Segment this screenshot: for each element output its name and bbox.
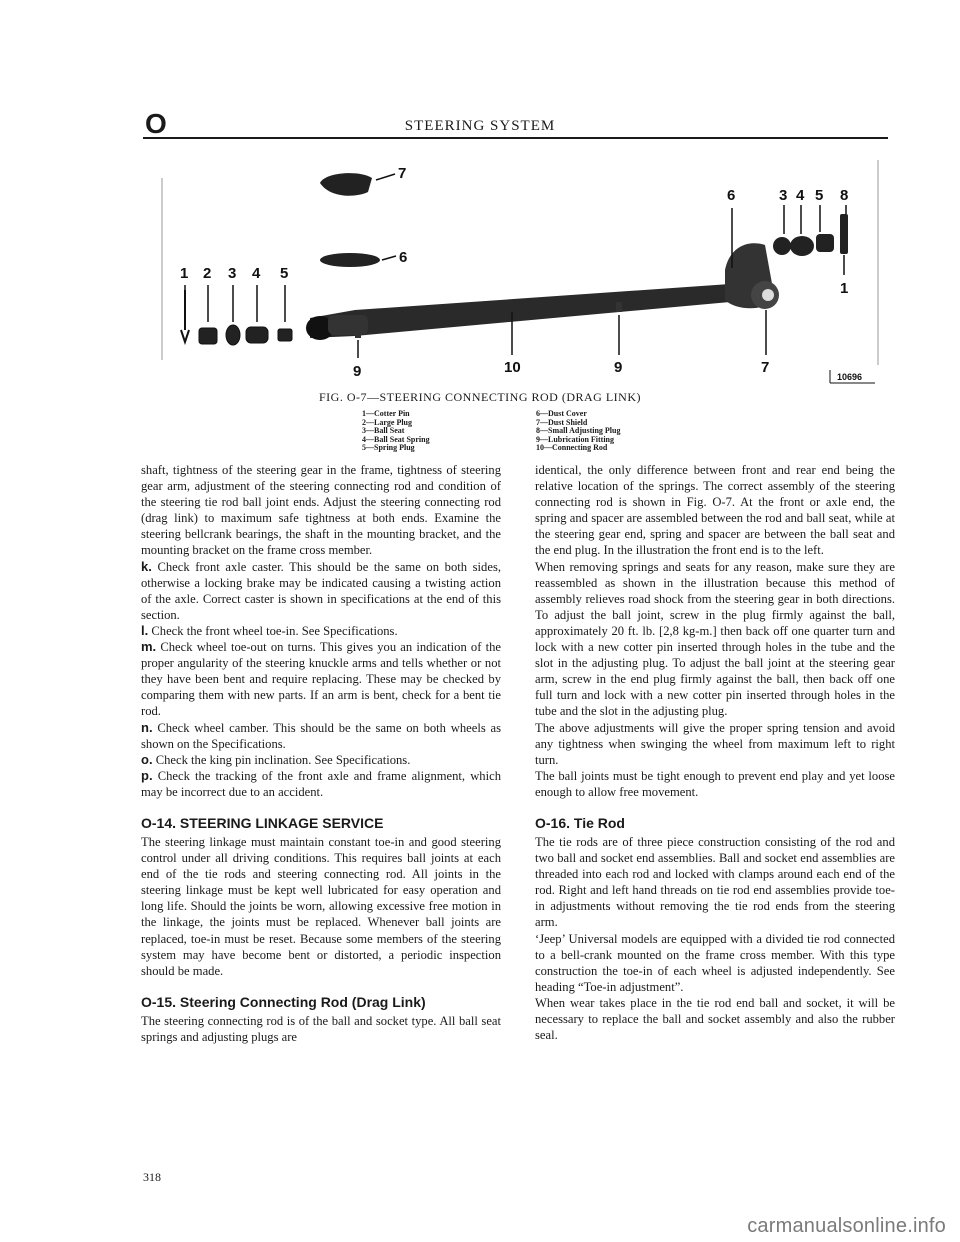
text-column-left xyxy=(141,462,501,1045)
callout-right-4: 4 xyxy=(796,187,805,204)
callout-dust-shield: 6 xyxy=(399,249,408,266)
paragraph: The above adjustments will give the proper spring tension and avoid any tightness when swinging the wheel from maximum left to right turn. xyxy=(535,720,895,767)
callout-left-5: 5 xyxy=(280,265,289,282)
callout-bottom-10: 10 xyxy=(504,359,521,376)
section-heading-o16: O-16. Tie Rod xyxy=(535,814,625,831)
section-heading-o15: O-15. Steering Connecting Rod (Drag Link) xyxy=(141,993,426,1010)
paragraph: The steering linkage must maintain constant toe-in and good steering control under all driving conditions. This requires ball joints at each end of the tie rods and steering connecting rod. All joints in the steering linkage must be kept well lubricated for easy operation and long life. Should the joints be worn, allowing excessive free motion in the linkage, the joints must be replaced. Whenever ball joints are replaced, toe-in must be reset. Because some members of the steering system may have become bent or distorted, a periodic inspection should be made. xyxy=(141,834,501,978)
step-letter: p. xyxy=(141,767,153,783)
header-rule xyxy=(143,137,888,139)
step-letter: l. xyxy=(141,622,149,638)
figure-legend-right xyxy=(536,410,620,453)
paragraph: identical, the only difference between front and rear end being the relative location of the springs. The correct assembly of the steering connecting rod is shown in Fig. O-7. At the front or axle end, the spring and spacer are assembled between the rod and ball seat, while at the steering gear end, spring and spacer are between the ball seat and the end plug. In the illustration the front end is to the left. xyxy=(535,463,895,558)
legend-item: 4—Ball Seat Spring xyxy=(362,434,430,444)
step-letter: n. xyxy=(141,719,153,735)
callout-bottom-9b: 9 xyxy=(614,359,623,376)
left-end-parts xyxy=(181,290,292,345)
legend-item: 3—Ball Seat xyxy=(362,426,405,435)
paragraph: The ball joints must be tight enough to prevent end play and yet loose enough to allow free movement. xyxy=(535,768,895,799)
step-text: Check the front wheel toe-in. See Specifications. xyxy=(151,623,398,638)
step-text: Check wheel camber. This should be the same on both wheels as shown on the Specifications. xyxy=(141,720,501,751)
step-l xyxy=(141,623,501,639)
callout-bottom-9a: 9 xyxy=(353,363,362,380)
section-letter: O xyxy=(145,108,167,139)
paragraph: The steering connecting rod is of the ball and socket type. All ball seat springs and adjusting plugs are xyxy=(141,1013,501,1044)
legend-item: 9—Lubrication Fitting xyxy=(536,434,615,444)
callout-right-6: 6 xyxy=(727,187,736,204)
step-letter: m. xyxy=(141,639,157,655)
step-k xyxy=(141,559,501,623)
callout-left-1: 1 xyxy=(180,265,189,282)
dust-shield-part xyxy=(320,253,380,267)
callout-right-5: 5 xyxy=(815,187,824,204)
step-text: Check the king pin inclination. See Specifications. xyxy=(155,752,411,767)
paragraph: The tie rods are of three piece construction consisting of the rod and two ball and socket end assemblies. Ball and socket end assemblies are threaded into each rod and locked with clamps around each end of the rod. Right and left hand threads on tie rod end assemblies provide toe-in adjustments without removing the tie rod ends from the steering arm. xyxy=(535,834,895,930)
figure-drag-link xyxy=(150,150,890,385)
step-text: Check front axle caster. This should be the same on both sides, otherwise a locking brake may be indicated causing a twisting action of the axle. Correct caster is shown in specifications at the end of this section. xyxy=(141,559,501,622)
step-m xyxy=(141,639,501,719)
paragraph: shaft, tightness of the steering gear in the frame, tightness of steering gear arm, adjustment of the steering connecting rod and condition of the steering tie rod ball joint ends. Adjust the steering connecting rod (drag link) to maximum safe tightness at both ends. Examine the steering bellcrank bearings, the shaft in the mounting bracket, and the mounting bracket on the frame cross member. xyxy=(141,463,501,558)
callout-left-2: 2 xyxy=(203,265,212,282)
step-n xyxy=(141,720,501,752)
legend-item: 7—Dust Shield xyxy=(536,417,588,427)
watermark: carmanualsonline.info xyxy=(747,1215,946,1237)
legend-item: 6—Dust Cover xyxy=(536,409,587,418)
drag-link-illustration xyxy=(150,150,890,385)
step-text: Check the tracking of the front axle and frame alignment, which may be incorrect due to an accident. xyxy=(141,768,501,799)
figure-caption: FIG. O-7—STEERING CONNECTING ROD (DRAG LINK) xyxy=(319,390,641,404)
step-text: Check wheel toe-out on turns. This gives you an indication of the proper angularity of the steering knuckle arms and tells whether or not they have been bent and require replacing. These may be checked by comparing them with new parts. If an arm is bent, check for a bent tie rod. xyxy=(141,640,501,719)
figure-legend-left xyxy=(362,410,430,453)
section-heading-o14: O-14. STEERING LINKAGE SERVICE xyxy=(141,814,384,831)
callout-right-3: 3 xyxy=(779,187,788,204)
page-number: 318 xyxy=(143,1170,161,1184)
step-p xyxy=(141,768,501,800)
paragraph: When removing springs and seats for any reason, make sure they are reassembled as shown in the illustration because this method of assembly relieves road shock from the steering gear in both directions. To adjust the ball joint, screw in the plug firmly against the ball, approximately 20 ft. lb. [2,8 kg-m.] then back off one quarter turn and lock with a new cotter pin inserted through holes in the tube and the slot in the adjusting plug. To adjust the ball joint at the steering gear arm, screw in the end plug firmly against the ball, then back off one full turn and lock with a new cotter pin inserted through holes in the tube and the slot in the adjusting plug. xyxy=(535,559,895,719)
legend-item: 1—Cotter Pin xyxy=(362,409,410,418)
callout-dust-cover: 7 xyxy=(398,165,407,182)
callout-right-8: 8 xyxy=(840,187,849,204)
legend-item: 8—Small Adjusting Plug xyxy=(536,426,621,435)
step-o xyxy=(141,752,501,768)
figure-number: 10696 xyxy=(837,372,863,382)
callout-bottom-7: 7 xyxy=(761,359,770,376)
callout-left-4: 4 xyxy=(252,265,261,282)
left-callout-lines xyxy=(185,285,285,322)
callout-left-3: 3 xyxy=(228,265,237,282)
step-letter: o. xyxy=(141,751,153,767)
dust-cover-part xyxy=(320,173,372,196)
callout-right-1: 1 xyxy=(840,280,849,297)
paragraph: When wear takes place in the tie rod end ball and socket, it will be necessary to replace the ball and socket assembly and also the rubber seal. xyxy=(535,995,895,1043)
legend-item: 5—Spring Plug xyxy=(362,443,415,452)
legend-item: 2—Large Plug xyxy=(362,417,412,427)
step-letter: k. xyxy=(141,558,152,574)
text-column-right xyxy=(535,462,895,1043)
paragraph: ‘Jeep’ Universal models are equipped with a divided tie rod connected to a bell-crank mounted on the frame cross member. With this type construction the toe-in of each wheel is adjusted independently. See heading “Toe-in adjustment”. xyxy=(535,931,895,994)
legend-item: 10—Connecting Rod xyxy=(536,443,608,452)
running-title: STEERING SYSTEM xyxy=(404,118,556,134)
